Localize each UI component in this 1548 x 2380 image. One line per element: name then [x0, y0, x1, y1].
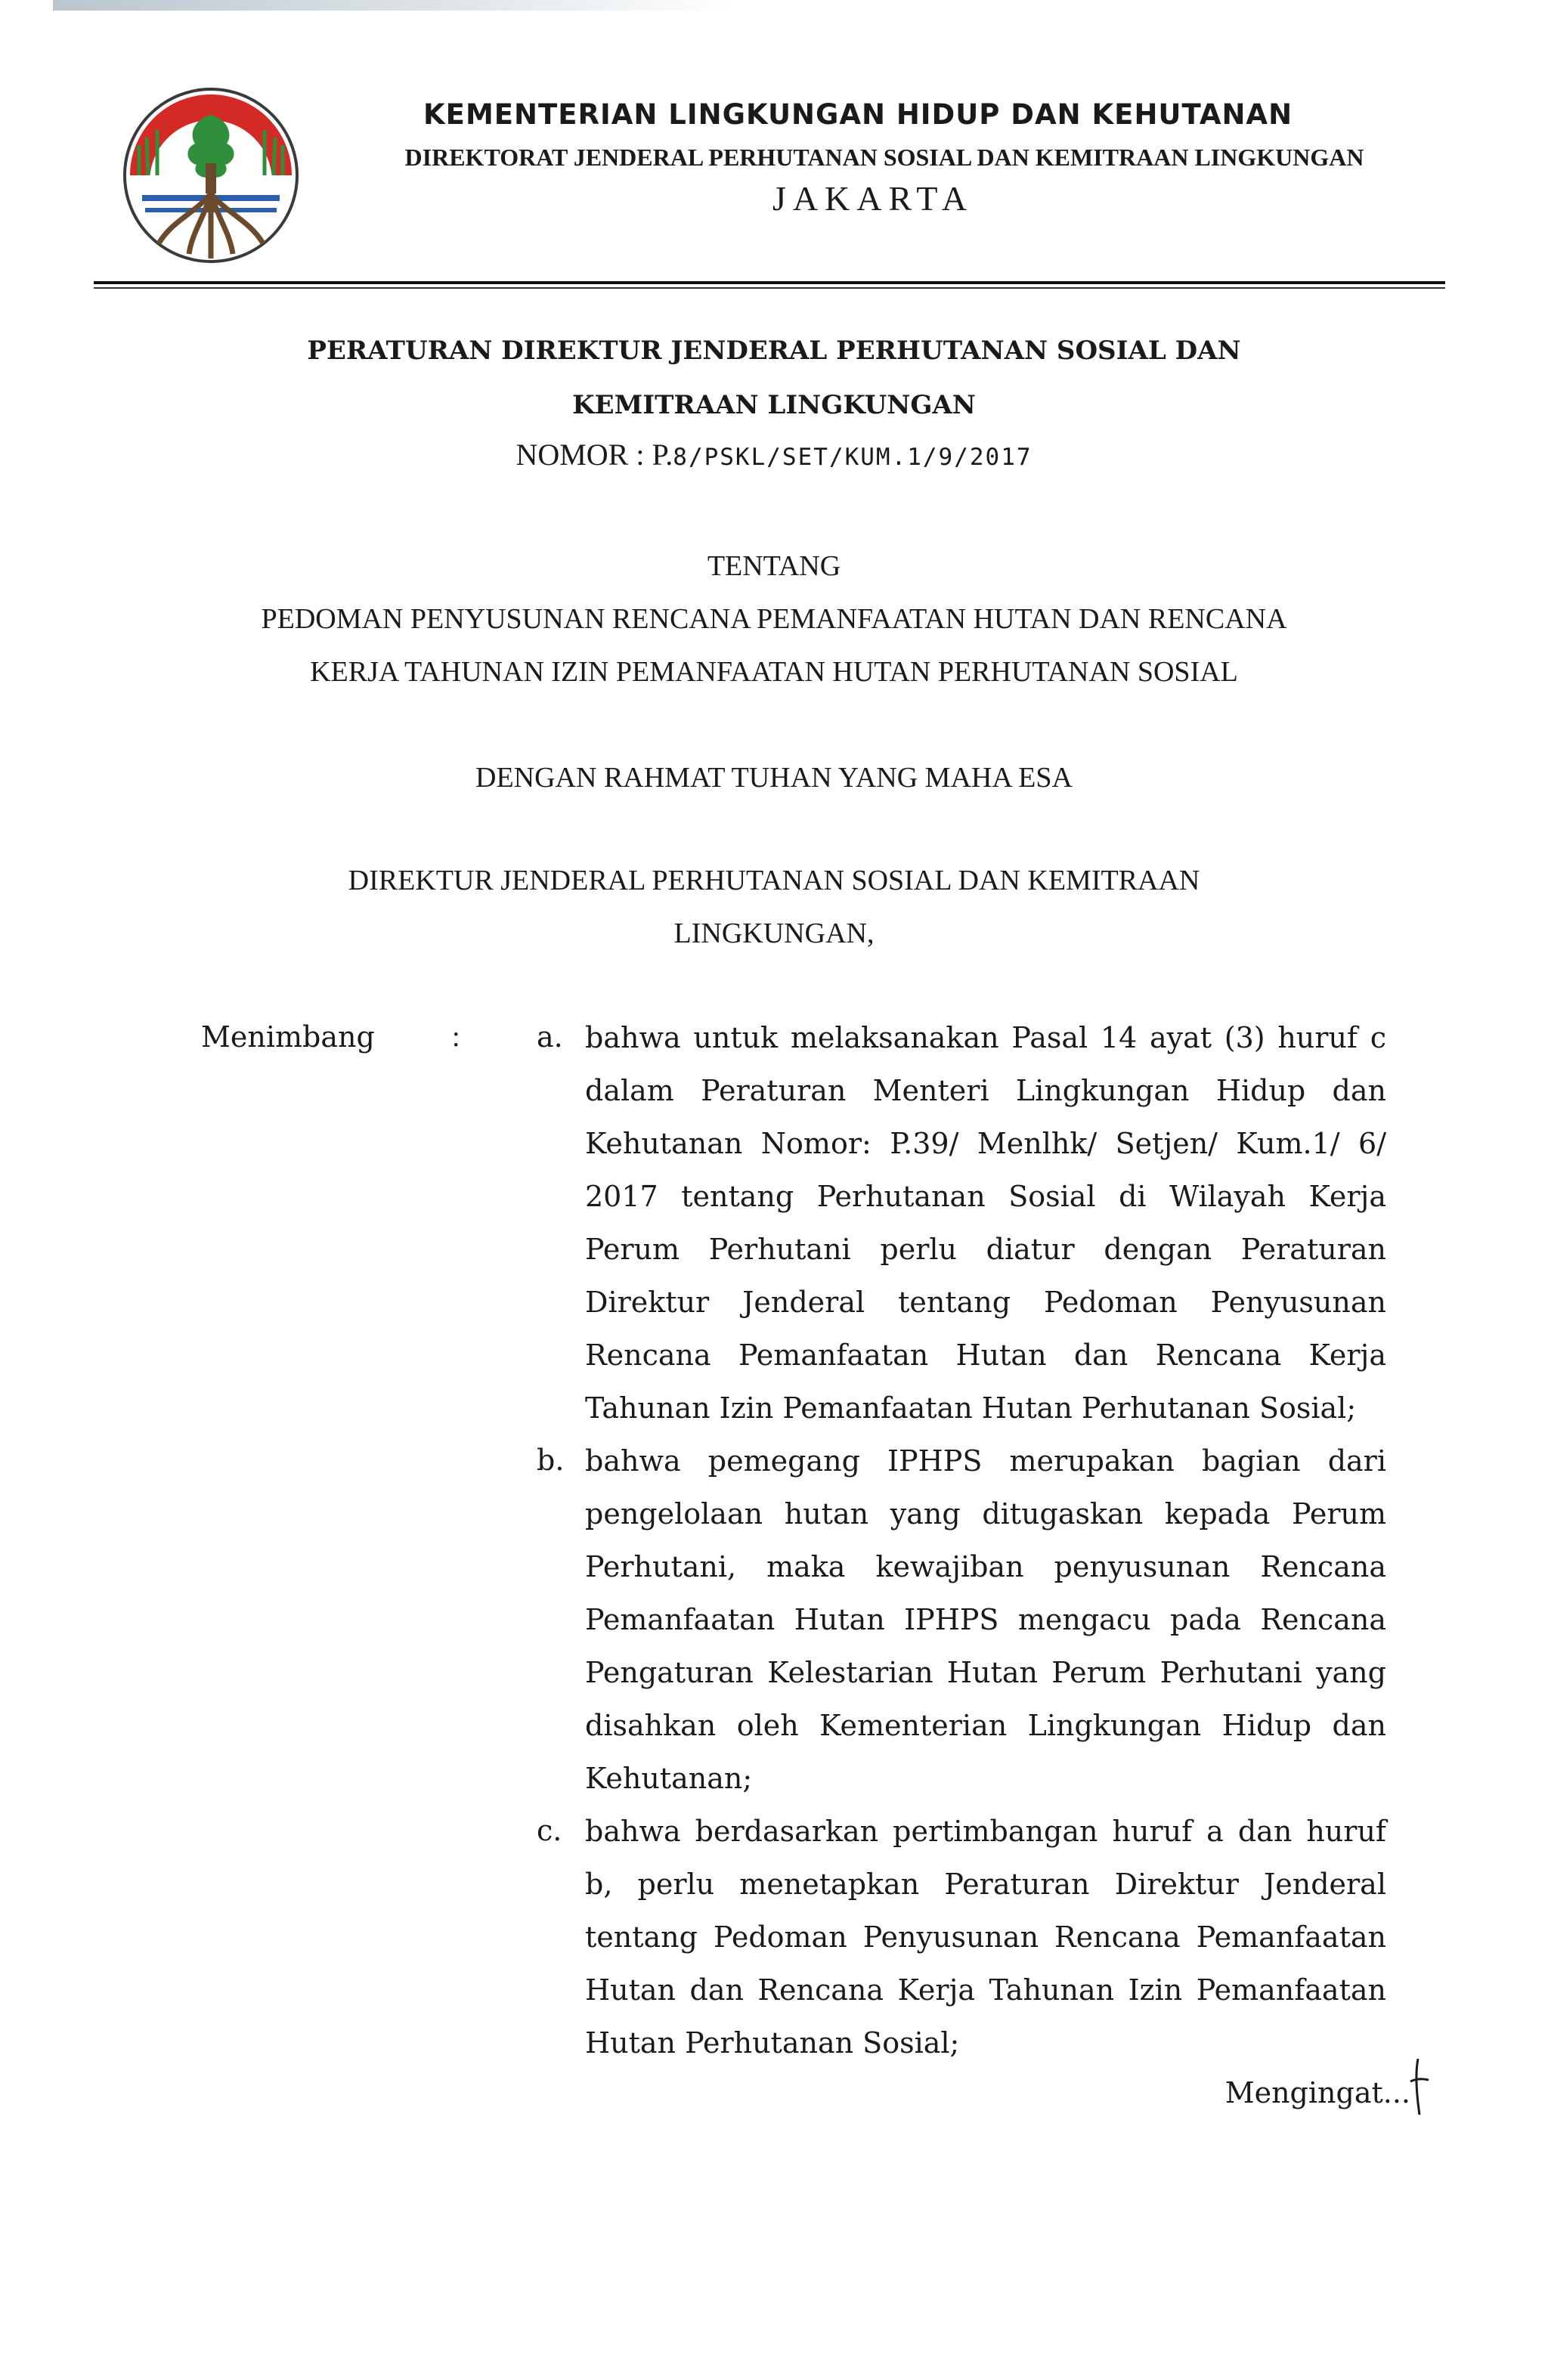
ministry-emblem-icon: [119, 85, 302, 266]
item-letter-b: b.: [537, 1444, 565, 1477]
item-letter-c: c.: [537, 1814, 562, 1847]
city-name: JAKARTA: [772, 179, 974, 218]
issuer-line-2: LINGKUNGAN,: [673, 918, 875, 949]
item-text-c: bahwa berdasarkan pertimbangan huruf a dan huruf b, perlu menetapkan Peraturan Direktur Jenderal tentang Pedoman Penyusunan Rencana Pemanfaatan Hutan dan Rencana Kerja Tahunan Izin Pemanfaatan Hutan Perhutanan Sosial;: [585, 1815, 1386, 2060]
ministry-name: KEMENTERIAN LINGKUNGAN HIDUP DAN KEHUTANAN: [423, 98, 1293, 131]
regulation-title: [0, 323, 1548, 432]
header-rule-thin: [94, 287, 1445, 289]
considering-colon: :: [452, 1021, 460, 1053]
regulation-subject: [0, 593, 1548, 698]
item-text-b: bahwa pemegang IPHPS merupakan bagian dari pengelolaan hutan yang ditugaskan kepada Perum Perhutani, maka kewajiban penyusunan Rencana Pemanfaatan Hutan IPHPS mengacu pada Rencana Pengaturan Kelestarian Hutan Perum Perhutani yang disahkan oleh Kementerian Lingkungan Hidup dan Kehutanan;: [585, 1444, 1386, 1795]
regulation-title-line-1: PERATURAN DIREKTUR JENDERAL PERHUTANAN SOSIAL DAN: [307, 336, 1241, 366]
regulation-title-line-2: KEMITRAAN LINGKUNGAN: [572, 390, 976, 420]
scan-edge: [53, 0, 733, 11]
invocation: DENGAN RAHMAT TUHAN YANG MAHA ESA: [475, 762, 1073, 794]
regulation-number-label: NOMOR : P.: [515, 438, 673, 472]
item-text-a: bahwa untuk melaksanakan Pasal 14 ayat (3) huruf c dalam Peraturan Menteri Lingkungan Hidup dan Kehutanan Nomor: P.39/ Menlhk/ Setjen/ Kum.1/ 6/ 2017 tentang Perhutanan Sosial di Wilayah Kerja Perum Perhutani perlu diatur dengan Peraturan Direktur Jenderal tentang Pedoman Penyusunan Rencana Pemanfaatan Hutan dan Rencana Kerja Tahunan Izin Pemanfaatan Hutan Perhutanan Sosial;: [585, 1021, 1386, 1425]
issuer-line-1: DIREKTUR JENDERAL PERHUTANAN SOSIAL DAN KEMITRAAN: [348, 865, 1200, 896]
initial-mark-icon: [1407, 2056, 1430, 2116]
regulation-subject-line-1: PEDOMAN PENYUSUNAN RENCANA PEMANFAATAN HUTAN DAN RENCANA: [261, 603, 1287, 635]
considering-label: Menimbang: [201, 1020, 375, 1054]
catchword: Mengingat...: [1224, 2076, 1410, 2109]
item-letter-a: a.: [537, 1020, 563, 1054]
regulation-number-value: 8/PSKL/SET/KUM.1/9/2017: [673, 444, 1033, 471]
regulation-subject-line-2: KERJA TAHUNAN IZIN PEMANFAATAN HUTAN PERHUTANAN SOSIAL: [310, 656, 1238, 688]
directorate-name: DIREKTORAT JENDERAL PERHUTANAN SOSIAL DAN KEMITRAAN LINGKUNGAN: [404, 144, 1364, 171]
regulation-number: [0, 437, 1548, 472]
header-rule: [94, 281, 1445, 284]
issuer: [0, 854, 1548, 960]
about-label: TENTANG: [707, 550, 841, 582]
